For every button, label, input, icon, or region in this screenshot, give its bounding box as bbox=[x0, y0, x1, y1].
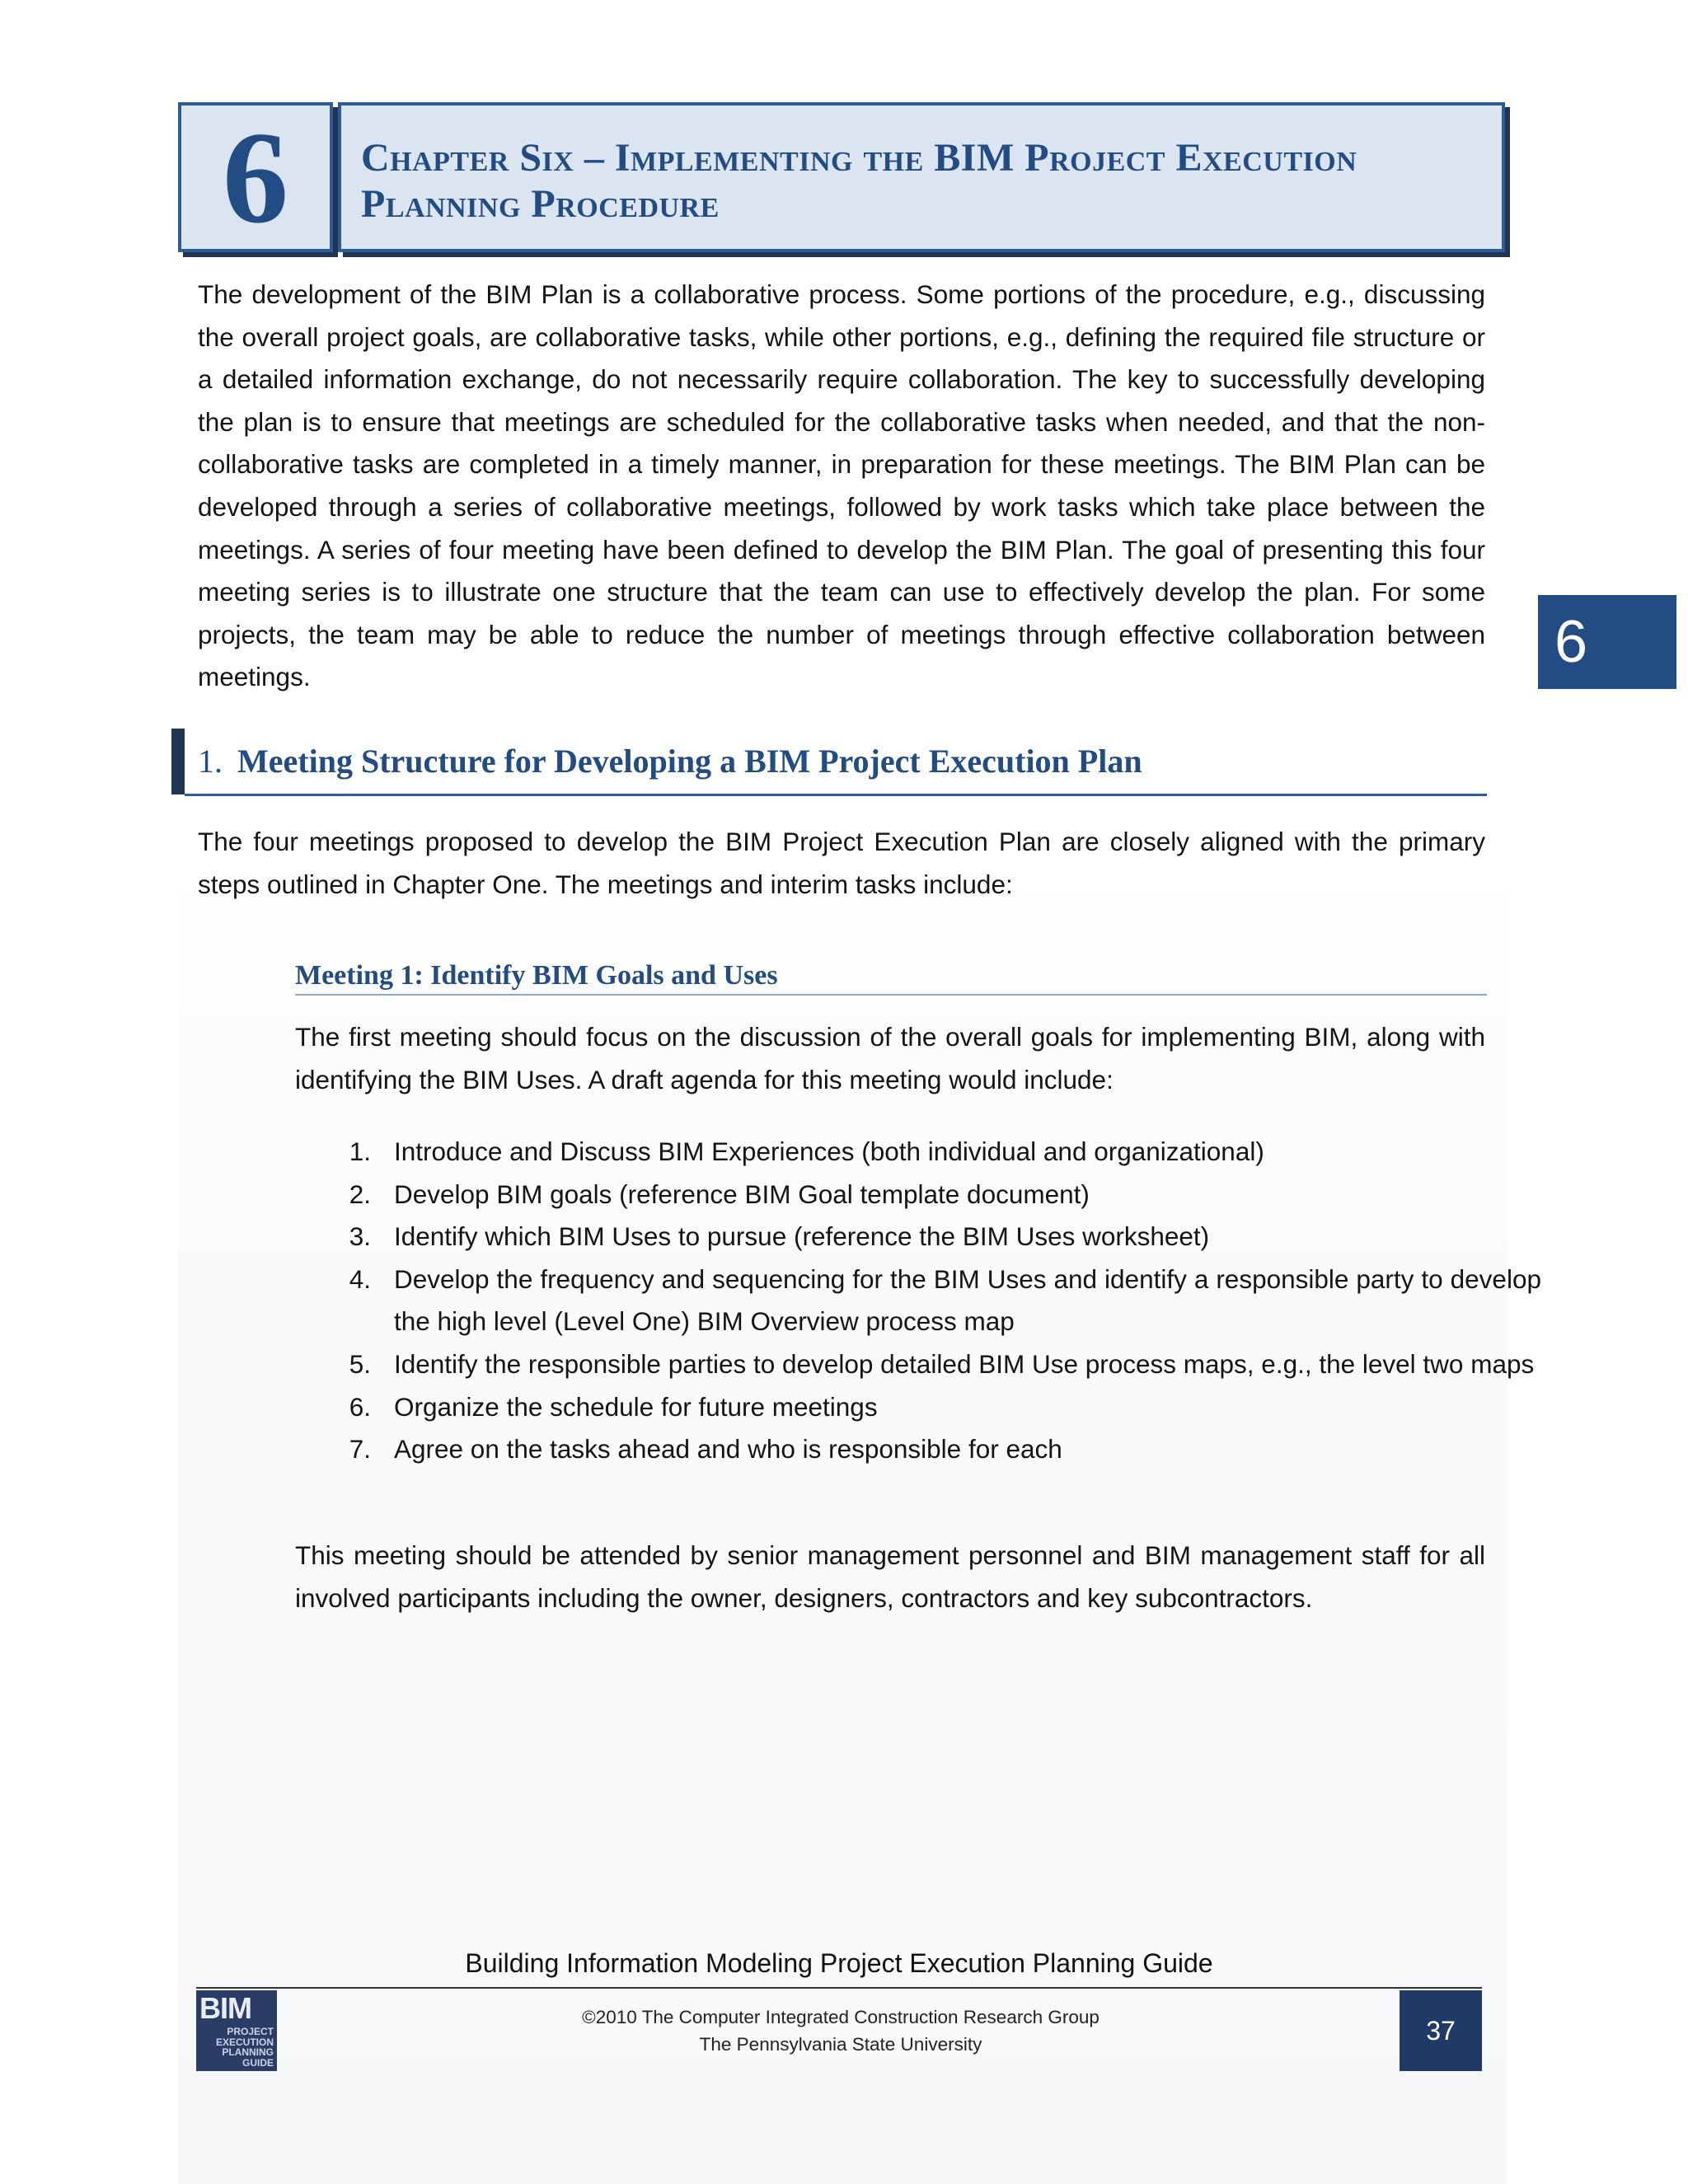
section-underline bbox=[185, 794, 1487, 796]
chapter-number-box bbox=[178, 102, 333, 252]
bim-guide-logo bbox=[196, 1990, 277, 2071]
agenda-item: Organize the schedule for future meetings bbox=[394, 1391, 878, 1422]
intro-paragraph: The development of the BIM Plan is a collaborative process. Some portions of the procedure, e.g., discussing the overall project goals, are collaborative tasks, while other portions, e.g., defining the required file structure or a detailed information exchange, do not necessarily require collaboration. The key to successfully developing the plan is to ensure that meetings are scheduled for the collaborative tasks when needed, and that the non-collaborative tasks are completed in a timely manner, in preparation for these meetings. The BIM Plan can be developed through a series of collaborative meetings, followed by work tasks which take place between the meetings. A series of four meeting have been defined to develop the BIM Plan. The goal of presenting this four meeting series is to illustrate one structure that the team can use to effectively develop the plan. For some projects, the team may be able to reduce the number of meetings through effective collaboration between meetings. bbox=[198, 279, 1485, 692]
section-number: 1. bbox=[198, 743, 223, 780]
section-accent-bar bbox=[171, 729, 185, 794]
logo-line: PROJECT bbox=[227, 2026, 274, 2037]
section-paragraph: The four meetings proposed to develop the BIM Project Execution Plan are closely aligned with the primary steps outlined in Chapter One. The meetings and interim tasks include: bbox=[198, 827, 1485, 899]
agenda-item: Develop the frequency and sequencing for the BIM Uses and identify a responsible party to develop the high level (Level One) BIM Overview process map bbox=[394, 1263, 1541, 1337]
meeting-1-agenda-list bbox=[338, 1131, 1541, 1471]
meeting-1-underline bbox=[295, 994, 1487, 996]
page-number: 37 bbox=[1400, 1990, 1482, 2071]
logo-line: PLANNING bbox=[222, 2046, 274, 2058]
logo-bim-text: BIM bbox=[199, 1991, 251, 2025]
footer-copyright: ©2010 The Computer Integrated Construction Research Group bbox=[582, 2007, 1100, 2027]
agenda-item: Develop BIM goals (reference BIM Goal template document) bbox=[394, 1179, 1090, 1209]
agenda-item: Agree on the tasks ahead and who is responsible for each bbox=[394, 1434, 1062, 1465]
meeting-1-closing: This meeting should be attended by senior management personnel and BIM management staff for all involved participants including the owner, designers, contractors and key subcontractors. bbox=[295, 1540, 1485, 1613]
meeting-1-intro: The first meeting should focus on the discussion of the overall goals for implementing BIM, along with identifying the BIM Uses. A draft agenda for this meeting would include: bbox=[295, 1022, 1485, 1094]
agenda-item: Identify the responsible parties to develop detailed BIM Use process maps, e.g., the level two maps bbox=[394, 1348, 1535, 1379]
section-title: Meeting Structure for Developing a BIM Project Execution Plan bbox=[237, 743, 1142, 780]
footer-guide-title: Building Information Modeling Project Execution Planning Guide bbox=[465, 1948, 1213, 1978]
footer-copyright-block bbox=[462, 2004, 1220, 2058]
logo-subtitle bbox=[216, 2027, 274, 2068]
chapter-side-tab: 6 bbox=[1538, 595, 1676, 689]
chapter-title: Chapter Six – Implementing the BIM Project Execution Planning Procedure bbox=[361, 136, 1357, 226]
section-heading bbox=[198, 740, 1484, 783]
chapter-number: 6 bbox=[223, 104, 288, 251]
chapter-title-box bbox=[338, 102, 1505, 252]
footer-university: The Pennsylvania State University bbox=[699, 2034, 982, 2055]
footer-rule bbox=[196, 1987, 1482, 1989]
agenda-item: Identify which BIM Uses to pursue (reference the BIM Uses worksheet) bbox=[394, 1221, 1210, 1252]
logo-line: EXECUTION bbox=[215, 2036, 274, 2048]
agenda-item: Introduce and Discuss BIM Experiences (both individual and organizational) bbox=[394, 1137, 1264, 1166]
logo-line: GUIDE bbox=[241, 2056, 274, 2069]
meeting-1-heading: Meeting 1: Identify BIM Goals and Uses bbox=[295, 960, 778, 991]
